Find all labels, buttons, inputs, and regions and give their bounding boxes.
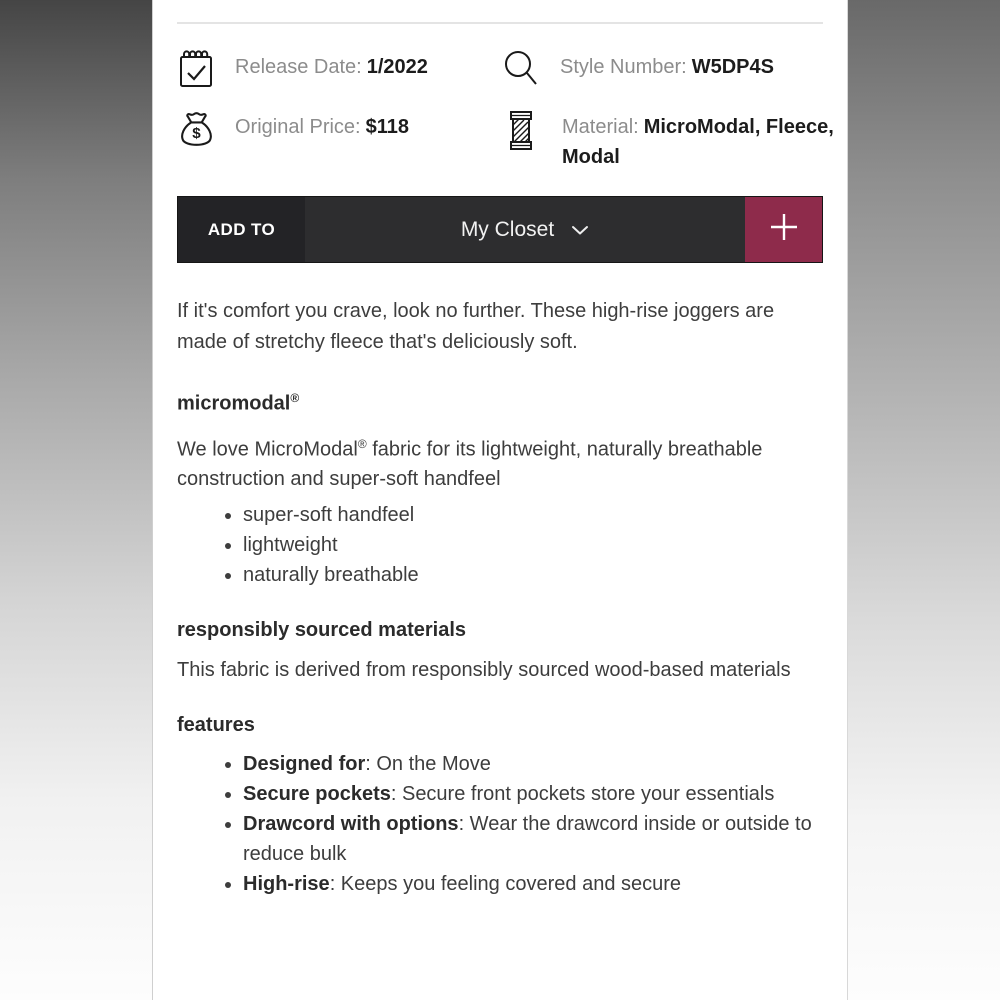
product-detail-panel: [152, 0, 848, 1000]
feature-desc: : Keeps you feeling covered and secure: [329, 873, 682, 896]
thread-spool-icon: [502, 108, 540, 152]
release-date-text: [235, 52, 428, 82]
product-description: If it's comfort you crave, look no further. These high-rise joggers are made of stretchy fleece that's deliciously soft.: [177, 300, 775, 353]
features-heading: features: [177, 714, 255, 737]
responsibly-sourced-heading: responsibly sourced materials: [177, 619, 467, 642]
original-price-label: Original Price:: [235, 116, 361, 138]
feature-term: High-rise: [243, 873, 330, 896]
original-price-item: [177, 112, 502, 172]
material-text: [562, 112, 834, 172]
release-date-value: 1/2022: [366, 56, 428, 78]
list-item: [243, 749, 823, 779]
micromodal-heading-text: micromodal: [177, 392, 291, 415]
style-number-label: Style Number:: [560, 56, 687, 78]
material-label: Material:: [562, 116, 639, 138]
material-value: MicroModal, Fleece, Modal: [562, 116, 834, 168]
micromodal-heading: [177, 386, 823, 416]
feature-desc: : Secure front pockets store your essentials: [390, 783, 775, 806]
style-number-value: W5DP4S: [691, 56, 774, 78]
calendar-check-icon: [177, 48, 215, 90]
plus-icon: [767, 210, 801, 249]
style-number-text: [560, 52, 774, 82]
add-to-bar: [177, 196, 823, 263]
micromodal-bullet-list: [177, 500, 823, 590]
original-price-text: [235, 112, 409, 142]
material-item: [502, 112, 834, 172]
micromodal-para-text-2: fabric for its lightweight, naturally breathable construction and super-soft handfeel: [177, 438, 763, 491]
add-button[interactable]: [745, 197, 822, 262]
micromodal-paragraph: [177, 429, 823, 495]
add-to-label-section: [178, 197, 305, 262]
feature-term: Drawcord with options: [243, 813, 459, 836]
micromodal-para-text-1: We love MicroModal: [177, 438, 358, 461]
money-bag-icon: [177, 108, 215, 152]
list-item: [243, 869, 823, 899]
top-divider: [177, 22, 823, 24]
list-item: [243, 779, 823, 809]
feature-desc: : Wear the drawcord inside or outside to reduce bulk: [243, 813, 812, 866]
release-date-item: [177, 52, 502, 90]
registered-mark: ®: [357, 436, 367, 451]
closet-dropdown[interactable]: [305, 197, 745, 262]
closet-dropdown-value: My Closet: [460, 217, 555, 241]
registered-mark: ®: [290, 391, 300, 405]
list-item: [243, 809, 823, 869]
feature-term: Designed for: [243, 753, 366, 776]
list-item: • naturally breathable: [243, 560, 823, 590]
list-item: • lightweight: [243, 530, 823, 560]
product-info-grid: [177, 52, 834, 172]
feature-desc: : On the Move: [365, 753, 491, 776]
add-to-label: ADD TO: [207, 219, 276, 239]
responsibly-sourced-paragraph: This fabric is derived from responsibly sourced wood-based materials: [177, 659, 791, 682]
chevron-down-icon: [571, 218, 589, 242]
list-item: • super-soft handfeel: [243, 500, 823, 530]
right-gradient-margin: [848, 0, 1000, 1000]
feature-term: Secure pockets: [243, 783, 391, 806]
features-list: [177, 749, 823, 899]
magnifier-icon: [502, 48, 540, 90]
release-date-label: Release Date:: [235, 56, 362, 78]
original-price-value: $118: [365, 116, 409, 138]
style-number-item: [502, 52, 834, 90]
left-gradient-margin: [0, 0, 152, 1000]
svg-text:$: $: [192, 125, 201, 143]
